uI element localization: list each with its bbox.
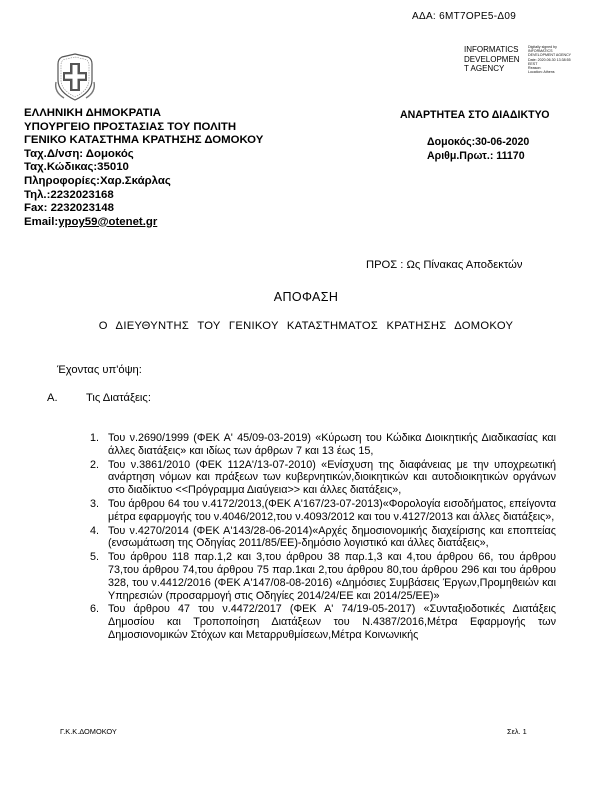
list-item — [88, 603, 556, 641]
signature-line: DEVELOPMENT AGENCY — [528, 53, 572, 58]
item-text: Του άρθρου 64 του ν.4172/2013,(ΦΕΚ Α'167/23-07-2013)«Φορολογία εισοδήματος, επείγοντα μέτρα εφαρμογής του ν.4046/2012,του ν.4093/2012 και του ν.4127/2013 και άλλες διατάξεις», — [108, 497, 556, 523]
list-item — [88, 432, 556, 458]
sender-block — [24, 107, 263, 229]
list-item — [88, 498, 556, 524]
posting-note: ΑΝΑΡΤΗΤΕΑ ΣΤΟ ΔΙΑΔΙΚΤΥΟ — [400, 109, 550, 121]
agency-line: T AGENCY — [464, 64, 505, 73]
list-item — [88, 551, 556, 602]
item-text: Του ν.3861/2010 (ΦΕΚ 112Α'/13-07-2010) «Ενίσχυση της διαφάνειας με την υποχρεωτική ανάρτηση νόμων και πράξεων των κυβερνητικών,διοικητικών και αυτοδιοικητικών οργάνων στο διαδίκτυο <<Πρόγραμμα Διαύγεια>> και άλλες διατάξεις», — [108, 458, 556, 497]
email-label: Email: — [24, 215, 59, 228]
sender-line: ΓΕΝΙΚΟ ΚΑΤΑΣΤΗΜΑ ΚΡΑΤΗΣΗΣ ΔΟΜΟΚΟΥ — [24, 134, 264, 147]
list-item — [88, 525, 556, 551]
email-line — [24, 216, 263, 230]
list-item — [88, 459, 556, 497]
agency-line: DEVELOPMEN — [464, 54, 520, 64]
signature-line: INFORMATICS — [528, 49, 553, 54]
sender-line: ΥΠΟΥΡΓΕΙΟ ΠΡΟΣΤΑΣΙΑΣ ΤΟΥ ΠΟΛΙΤΗ — [24, 120, 237, 133]
signature-agency — [464, 45, 520, 74]
agency-line: INFORMATICS — [464, 45, 519, 54]
document-title: ΑΠΟΦΑΣΗ — [273, 290, 339, 304]
section-heading: Τις Διατάξεις: — [86, 392, 151, 404]
item-number: 2. — [90, 458, 100, 471]
ada-code: ΑΔΑ: 6ΜΤ7ΟΡΕ5-Δ09 — [412, 11, 517, 22]
page-number: Σελ. 1 — [507, 727, 527, 736]
signature-line: Date: 2020.06.30 13:38:55 — [528, 57, 571, 62]
signature-line: Reason: — [528, 66, 542, 71]
item-number: 6. — [90, 603, 100, 616]
item-text: Του άρθρου 47 του ν.4472/2017 (ΦΕΚ Α' 74/19-05-2017) «Συνταξιοδοτικές Διατάξεις Δημοσίου και Τροποποίηση Διατάξεων του Ν.4387/2016,Μέτρα Εφαρμογής των Δημοσιονομικών Στόχων και Μεταρρυθμίσεων,Μέτρα Κοινωνικής — [108, 603, 556, 641]
sender-line: Fax: 2232023148 — [24, 202, 114, 215]
item-text: Του άρθρου 118 παρ.1,2 και 3,του άρθρου 38 παρ.1,3 και 4,του άρθρου 66, του άρθρου 73,του άρθρου 74,του άρθρου 75 παρ.1και 2,του άρθρου 80,του άρθρου 296 και του άρθρου 328, του ν.4412/2016 (ΦΕΚ Α'147/08-08-2016) «Δημόσιες Συμβάσεις Έργων,Προμηθειών και Υπηρεσιών (προσαρμογή στις Οδηγίες 2014/24/ΕΕ και 2014/25/ΕΕ)» — [108, 551, 556, 602]
item-number: 4. — [90, 524, 100, 537]
item-number: 1. — [90, 432, 100, 444]
date-protocol-block — [427, 136, 529, 163]
greek-emblem-icon — [52, 52, 98, 102]
signature-line: EEST — [528, 61, 538, 66]
section-letter: Α. — [47, 392, 58, 404]
sender-line: ΕΛΛΗΝΙΚΗ ΔΗΜΟΚΡΑΤΙΑ — [24, 107, 161, 119]
item-number: 5. — [90, 551, 100, 564]
sender-line: Ταχ.Κώδικας:35010 — [24, 161, 129, 174]
sender-line: Ταχ.Δ/νση: Δομοκός — [24, 147, 134, 160]
sender-line: Τηλ.:2232023168 — [24, 188, 114, 201]
signature-line: Location: Athens — [528, 70, 555, 75]
item-number: 3. — [90, 497, 100, 510]
item-text: Του ν.2690/1999 (ΦΕΚ Α' 45/09-03-2019) «Κύρωση του Κώδικα Διοικητικής Διαδικασίας και άλλες διατάξεις» και ιδίως των άρθρων 7 και 13 έως 15, — [108, 432, 556, 457]
date-line: Δομοκός:30-06-2020 — [427, 136, 530, 148]
signature-details — [528, 45, 571, 74]
protocol-number: Αριθμ.Πρωτ.: 11170 — [427, 149, 525, 162]
considering-line: Έχοντας υπ'όψη: — [57, 364, 142, 376]
director-line: Ο ΔΙΕΥΘΥΝΤΗΣ ΤΟΥ ΓΕΝΙΚΟΥ ΚΑΤΑΣΤΗΜΑΤΟΣ ΚΡΑΤΗΣΗΣ ΔΟΜΟΚΟΥ — [98, 320, 514, 332]
item-text: Του ν.4270/2014 (ΦΕΚ Α'143/28-06-2014)«Αρχές δημοσιονομικής διαχείρισης και εποπτείας (ενσωμάτωση της Οδηγίας 2011/85/ΕΕ)-δημόσιο λογιστικό και άλλες διατάξεις», — [108, 524, 556, 550]
footer-office: Γ.Κ.Κ.ΔΟΜΟΚΟΥ — [60, 727, 117, 736]
signature-line: Digitally signed by — [528, 45, 557, 49]
provisions-list — [88, 432, 556, 643]
email-link[interactable]: ypoy59@otenet.gr — [58, 215, 158, 228]
sender-line: Πληροφορίες:Χαρ.Σκάρλας — [24, 174, 171, 187]
recipient-line: ΠΡΟΣ : Ως Πίνακας Αποδεκτών — [366, 259, 523, 271]
